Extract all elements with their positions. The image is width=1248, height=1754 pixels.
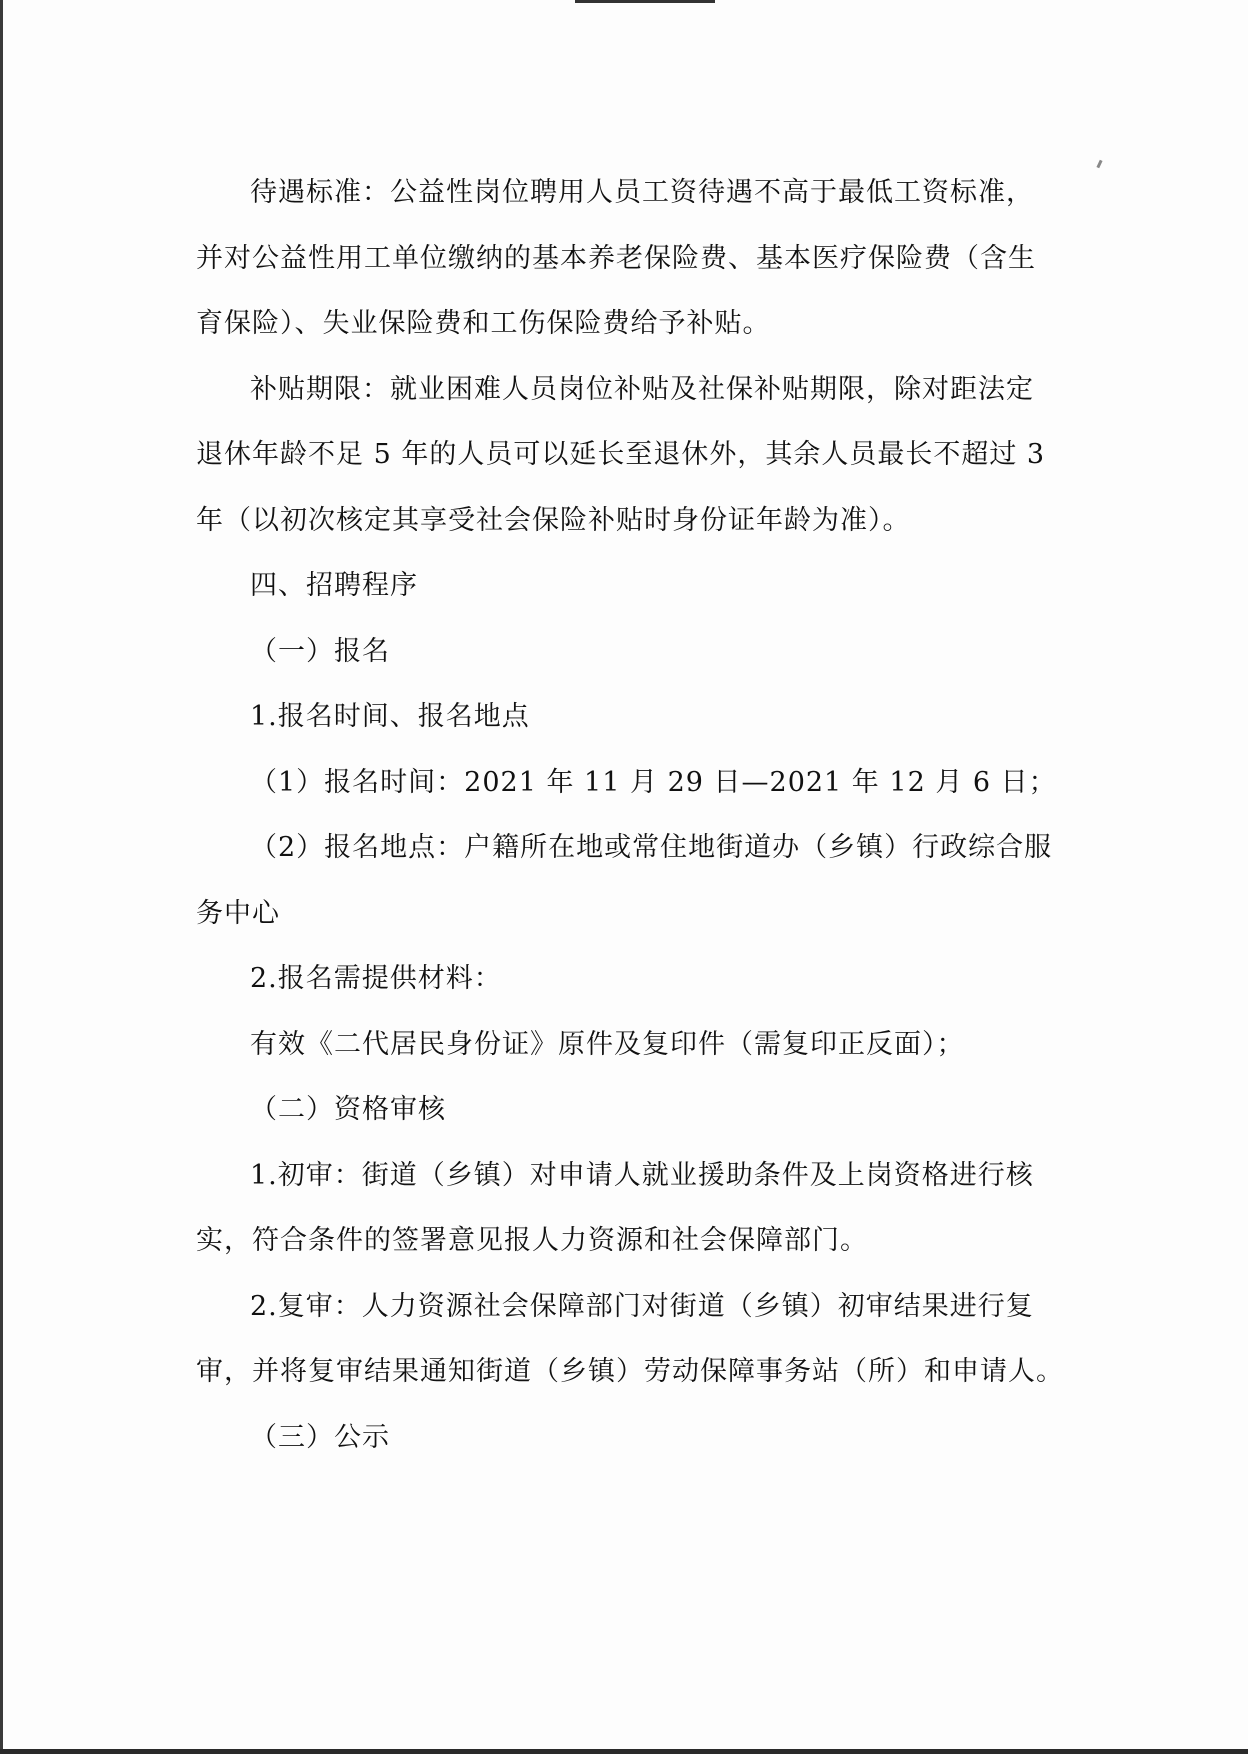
paragraph-subsidy-period [196, 357, 1066, 554]
item-id-card-requirement [196, 1012, 1066, 1078]
text-line: 1.初审：街道（乡镇）对申请人就业援助条件及上岗资格进行核 [250, 1159, 1034, 1191]
text-line: （一）报名 [250, 635, 390, 667]
text-line: （2）报名地点：户籍所在地或常住地街道办（乡镇）行政综合服 [250, 832, 1053, 863]
text-line: 补贴期限：就业困难人员岗位补贴及社保补贴期限，除对距法定 [250, 373, 1034, 405]
text-line: （三）公示 [250, 1421, 390, 1453]
text-line: 审，并将复审结果通知街道（乡镇）劳动保障事务站（所）和申请人。 [196, 1356, 1064, 1387]
text-line: 待遇标准：公益性岗位聘用人员工资待遇不高于最低工资标准， [250, 177, 1034, 208]
text-line: 四、招聘程序 [250, 570, 418, 601]
scan-speck [1096, 160, 1102, 169]
text-line: （1）报名时间：2021 年 11 月 29 日—2021 年 12 月 6 日； [250, 766, 1057, 798]
scan-left-edge [0, 0, 3, 1754]
section-heading-recruitment-procedure [196, 553, 1066, 619]
text-line: 并对公益性用工单位缴纳的基本养老保险费、基本医疗保险费（含生 [196, 242, 1036, 274]
text-line: 退休年龄不足 5 年的人员可以延长至退休外，其余人员最长不超过 3 [196, 439, 1046, 470]
text-line: （二）资格审核 [250, 1094, 446, 1125]
scan-bottom-edge [0, 1749, 1248, 1754]
item-registration-place [196, 815, 1066, 946]
scan-top-edge [575, 0, 715, 3]
text-line: 2.复审：人力资源社会保障部门对街道（乡镇）初审结果进行复 [250, 1290, 1034, 1322]
subsection-heading-publicity [196, 1405, 1066, 1471]
document-body [196, 160, 1066, 1470]
subsection-heading-registration [196, 619, 1066, 685]
item-registration-time [196, 750, 1066, 816]
paragraph-treatment-standard [196, 160, 1066, 357]
item-registration-time-place [196, 684, 1066, 750]
text-line: 2.报名需提供材料： [250, 963, 502, 994]
text-line: 年（以初次核定其享受社会保险补贴时身份证年龄为准）。 [196, 504, 911, 536]
text-line: 务中心 [196, 897, 280, 929]
item-required-materials [196, 946, 1066, 1012]
text-line: 有效《二代居民身份证》原件及复印件（需复印正反面）； [250, 1028, 965, 1060]
text-line: 育保险）、失业保险费和工伤保险费给予补贴。 [196, 308, 771, 339]
text-line: 1.报名时间、报名地点 [250, 701, 530, 732]
subsection-heading-qualification-review [196, 1077, 1066, 1143]
item-preliminary-review [196, 1143, 1066, 1274]
text-line: 实，符合条件的签署意见报人力资源和社会保障部门。 [196, 1225, 868, 1256]
item-second-review [196, 1274, 1066, 1405]
